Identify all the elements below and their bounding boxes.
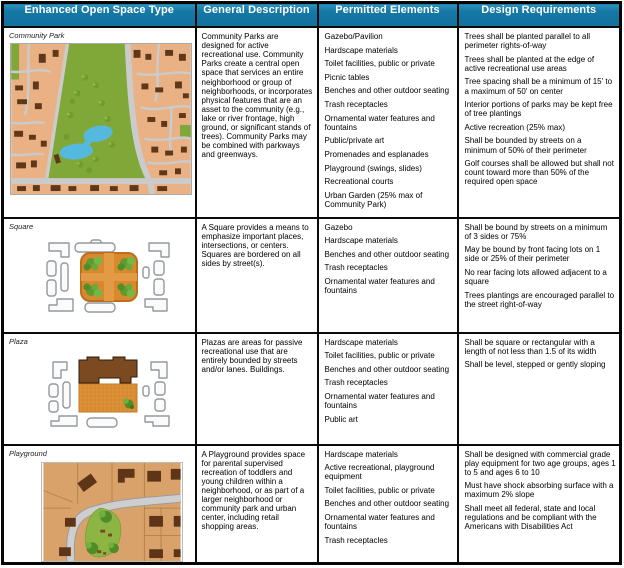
list-item: Shall be bound by streets on a minimum of 3 sides or 75% xyxy=(464,222,608,241)
list-item: Interior portions of parks may be kept free of tree plantings xyxy=(464,100,613,119)
list-item: Toilet facilities, public or private xyxy=(324,59,435,69)
list-item: May be bound by front facing lots on 1 side or 25% of their perimeter xyxy=(464,245,601,264)
list-item: Trash receptacles xyxy=(324,100,388,110)
list-item: Active recreation (25% max) xyxy=(464,122,565,132)
community-park-label: Community Park xyxy=(9,31,65,40)
plaza-permitted-list xyxy=(319,334,457,432)
plaza-description: Plazas are areas for passive recreational use that are entirely bounded by streets and/or lanes. Buildings. xyxy=(201,337,303,374)
community-park-requirements-list xyxy=(459,28,620,194)
list-item: Urban Garden (25% max of Community Park) xyxy=(324,190,423,209)
plaza-description-cell xyxy=(196,333,318,445)
community-park-type-cell xyxy=(3,27,196,218)
plaza-type-cell xyxy=(3,333,196,445)
community-park-description-cell xyxy=(196,27,318,218)
square-requirements-list xyxy=(459,219,620,317)
list-item: Hardscape materials xyxy=(324,337,398,347)
header-enhanced-open-space-type: Enhanced Open Space Type xyxy=(3,3,196,28)
playground-description: A Playground provides space for parental supervised recreation of toddlers and young children within a neighborhood, or as part of a larger neighborhood or community park and urban center, including retail shopping areas. xyxy=(201,449,306,532)
square-permitted-cell xyxy=(318,218,458,333)
list-item: Promenades and esplanades xyxy=(324,149,429,159)
list-item: Gazebo/Pavilion xyxy=(324,32,383,41)
community-park-permitted-list xyxy=(319,28,457,217)
playground-permitted-cell xyxy=(318,445,458,564)
playground-map-illustration xyxy=(41,462,183,562)
list-item: Must have shock absorbing surface with a maximum 2% slope xyxy=(464,481,614,500)
community-park-description: Community Parks are designed for active recreational use. Community Parks create a central open space that services an entire neighborhood or group of neighborhoods, or incorporates physical features that are an asset to the community (e.g., lake or river frontage, high ground, or significant stands of trees). Community Parks may be combined with parkways and greenways. xyxy=(201,32,313,160)
list-item: Recreational courts xyxy=(324,177,394,187)
plaza-requirements-cell xyxy=(458,333,621,445)
playground-description-cell xyxy=(196,445,318,564)
square-requirements-cell xyxy=(458,218,621,333)
table-row-plaza xyxy=(3,333,621,445)
square-description-cell xyxy=(196,218,318,333)
list-item: Shall be designed with commercial grade play equipment for two age groups, ages 1 to 5 and ages 6 to 10 xyxy=(464,449,616,477)
header-row xyxy=(3,3,621,28)
header-general-description: General Description xyxy=(196,3,318,28)
square-label: Square xyxy=(9,221,34,231)
square-permitted-list xyxy=(319,219,457,303)
header-permitted-elements: Permitted Elements xyxy=(318,3,458,28)
list-item: Ornamental water features and fountains xyxy=(324,513,435,532)
list-item: Ornamental water features and fountains xyxy=(324,113,435,132)
list-item: Trash receptacles xyxy=(324,535,388,545)
list-item: Trees plantings are encouraged parallel to the street right-of-way xyxy=(464,290,615,309)
plaza-illustration xyxy=(41,352,177,434)
playground-label: Playground xyxy=(9,448,47,458)
list-item: Shall be level, stepped or gently sloping xyxy=(464,360,606,370)
list-item: Active recreational, playground equipment xyxy=(324,463,435,482)
list-item: Golf courses shall be allowed but shall not count toward more than 50% of the required open space xyxy=(464,159,614,187)
list-item: Playground (swings, slides) xyxy=(324,163,422,173)
table-row-community-park xyxy=(3,27,621,218)
plaza-label: Plaza xyxy=(9,336,28,346)
open-space-table xyxy=(1,1,622,565)
list-item: Public art xyxy=(324,414,358,424)
playground-permitted-list xyxy=(319,446,457,553)
community-park-map-illustration xyxy=(10,43,192,195)
list-item: Trees shall be planted at the edge of active recreational use areas xyxy=(464,54,595,73)
plaza-requirements-list xyxy=(459,334,620,377)
list-item: Trash receptacles xyxy=(324,378,388,388)
list-item: Trees shall be planted parallel to all perimeter rights-of-way xyxy=(464,32,591,51)
list-item: Public/private art xyxy=(324,136,385,146)
square-illustration xyxy=(41,237,177,319)
list-item: Picnic tables xyxy=(324,72,370,82)
community-park-requirements-cell xyxy=(458,27,621,218)
playground-type-cell xyxy=(3,445,196,564)
list-item: Ornamental water features and fountains xyxy=(324,391,435,411)
header-design-requirements: Design Requirements xyxy=(458,3,621,28)
open-space-table-frame xyxy=(1,1,622,565)
list-item: Shall meet all federal, state and local regulations and be compliant with the Americans with Disabilities Act xyxy=(464,504,597,532)
list-item: Ornamental water features and fountains xyxy=(324,276,435,296)
list-item: Benches and other outdoor seating xyxy=(324,249,450,259)
list-item: Trash receptacles xyxy=(324,263,388,273)
square-type-cell xyxy=(3,218,196,333)
plaza-permitted-cell xyxy=(318,333,458,445)
list-item: Shall be square or rectangular with a length of not less than 1.5 of its width xyxy=(464,337,597,356)
list-item: Tree spacing shall be a minimum of 15' to a maximum of 50' on center xyxy=(464,77,613,96)
list-item: Toilet facilities, public or private xyxy=(324,485,435,495)
list-item: Benches and other outdoor seating xyxy=(324,86,450,96)
playground-requirements-cell xyxy=(458,445,621,564)
playground-requirements-list xyxy=(459,446,620,539)
square-description: A Square provides a means to emphasize important places, intersections, or centers. Squares are bordered on all sides by street(s). xyxy=(201,222,309,268)
table-row-square xyxy=(3,218,621,333)
list-item: Benches and other outdoor seating xyxy=(324,499,450,509)
list-item: Gazebo xyxy=(324,222,353,232)
list-item: Hardscape materials xyxy=(324,236,398,246)
list-item: Hardscape materials xyxy=(324,449,398,459)
table-row-playground xyxy=(3,445,621,564)
list-item: No rear facing lots allowed adjacent to a square xyxy=(464,267,607,287)
list-item: Toilet facilities, public or private xyxy=(324,351,435,361)
list-item: Shall be bounded by streets on a minimum of 50% of their perimeter xyxy=(464,136,587,155)
list-item: Hardscape materials xyxy=(324,45,398,55)
list-item: Benches and other outdoor seating xyxy=(324,364,450,374)
community-park-permitted-cell xyxy=(318,27,458,218)
